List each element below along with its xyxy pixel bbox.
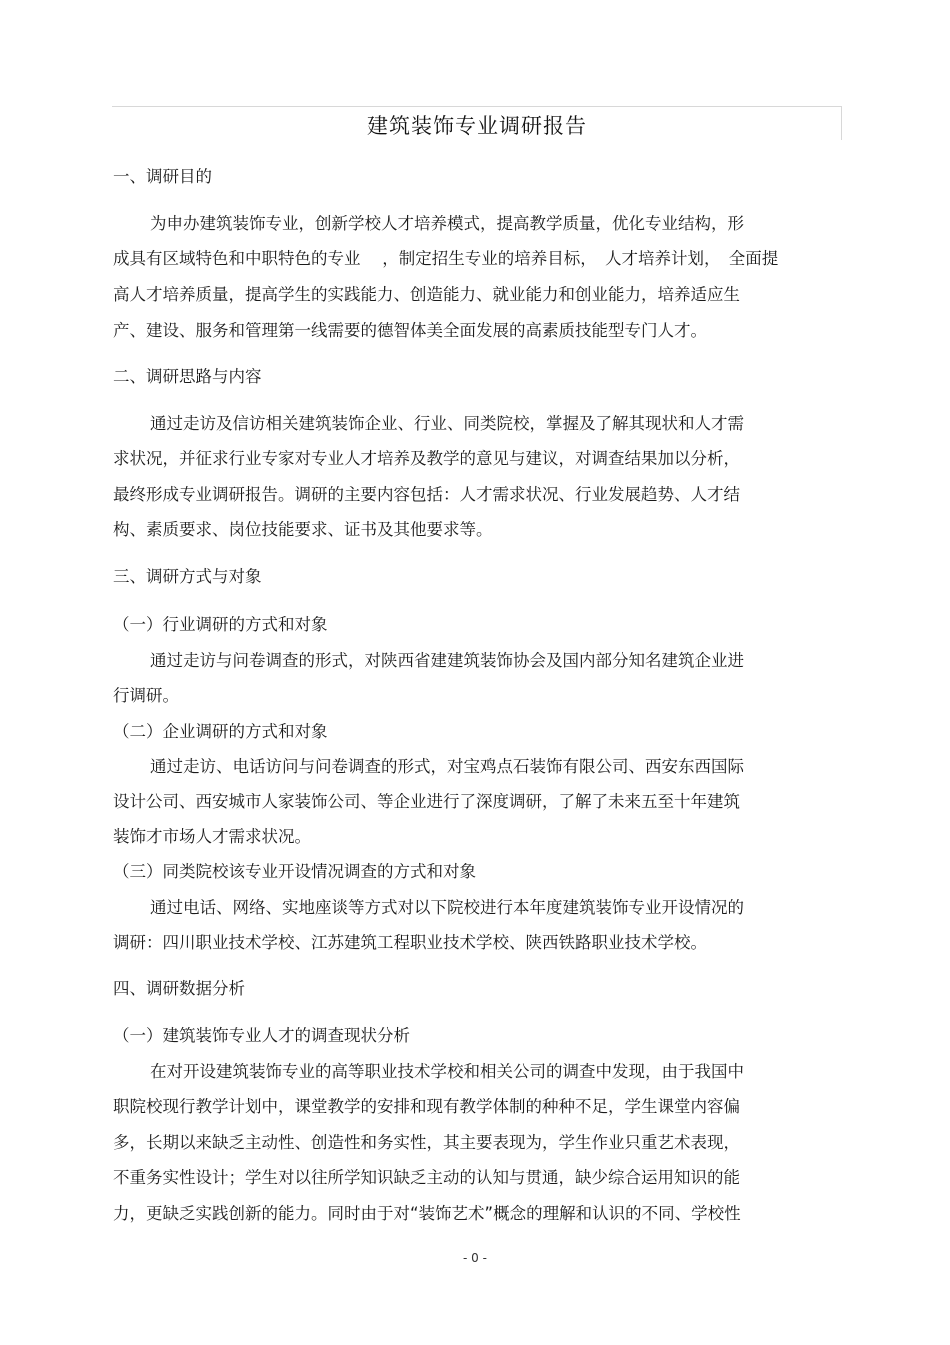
subsection-heading: （一）建筑装饰专业人才的调查现状分析 [113,1026,410,1045]
page-number: - 0 - [463,1251,487,1265]
section-heading: 三、调研方式与对象 [113,567,262,586]
paragraph-line: 装饰才市场人才需求状况。 [113,827,311,846]
paragraph-line: 产、建设、服务和管理第一线需要的德智体美全面发展的高素质技能型专门人才。 [113,321,707,340]
paragraph-line: 为申办建筑装饰专业，创新学校人才培养模式，提高教学质量，优化专业结构，形 [150,214,744,233]
paragraph-line: 职院校现行教学计划中，课堂教学的安排和现有教学体制的种种不足，学生课堂内容偏 [113,1097,740,1116]
paragraph-line: 通过走访及信访相关建筑装饰企业、行业、同类院校，掌握及了解其现状和人才需 [150,414,744,433]
subsection-heading: （二）企业调研的方式和对象 [113,722,328,741]
paragraph-line: 通过走访、电话访问与问卷调查的形式，对宝鸡点石装饰有限公司、西安东西国际 [150,757,744,776]
paragraph-line: 行调研。 [113,686,179,705]
paragraph-line: 最终形成专业调研报告。调研的主要内容包括：人才需求状况、行业发展趋势、人才结 [113,485,740,504]
paragraph-line: 多，长期以来缺乏主动性、创造性和务实性，其主要表现为，学生作业只重艺术表现， [113,1133,740,1152]
section-heading: 二、调研思路与内容 [113,367,262,386]
paragraph-line: 高人才培养质量，提高学生的实践能力、创造能力、就业能力和创业能力，培养适应生 [113,285,740,304]
paragraph-line: 构、素质要求、岗位技能要求、证书及其他要求等。 [113,520,493,539]
section-heading: 四、调研数据分析 [113,979,245,998]
paragraph-line: 设计公司、西安城市人家装饰公司、等企业进行了深度调研，了解了未来五至十年建筑 [113,792,740,811]
paragraph-line: 通过电话、网络、实地座谈等方式对以下院校进行本年度建筑装饰专业开设情况的 [150,898,744,917]
paragraph-line: 不重务实性设计；学生对以往所学知识缺乏主动的认知与贯通，缺少综合运用知识的能 [113,1168,740,1187]
paragraph-line: 通过走访与问卷调查的形式，对陕西省建建筑装饰协会及国内部分知名建筑企业进 [150,651,744,670]
paragraph-line: 调研：四川职业技术学校、江苏建筑工程职业技术学校、陕西铁路职业技术学校。 [113,933,707,952]
paragraph-line: 力，更缺乏实践创新的能力。同时由于对“装饰艺术”概念的理解和认识的不同、学校性 [113,1204,741,1223]
subsection-heading: （三）同类院校该专业开设情况调查的方式和对象 [113,862,476,881]
title-frame-top [112,106,842,107]
section-heading: 一、调研目的 [113,167,212,186]
paragraph-line: 成具有区域特色和中职特色的专业 ，制定招生专业的培养目标， 人才培养计划， 全面提 [113,249,779,268]
document-title: 建筑装饰专业调研报告 [367,114,587,138]
paragraph-line: 在对开设建筑装饰专业的高等职业技术学校和相关公司的调查中发现，由于我国中 [150,1062,744,1081]
subsection-heading: （一）行业调研的方式和对象 [113,615,328,634]
paragraph-line: 求状况，并征求行业专家对专业人才培养及教学的意见与建议，对调查结果加以分析， [113,449,740,468]
